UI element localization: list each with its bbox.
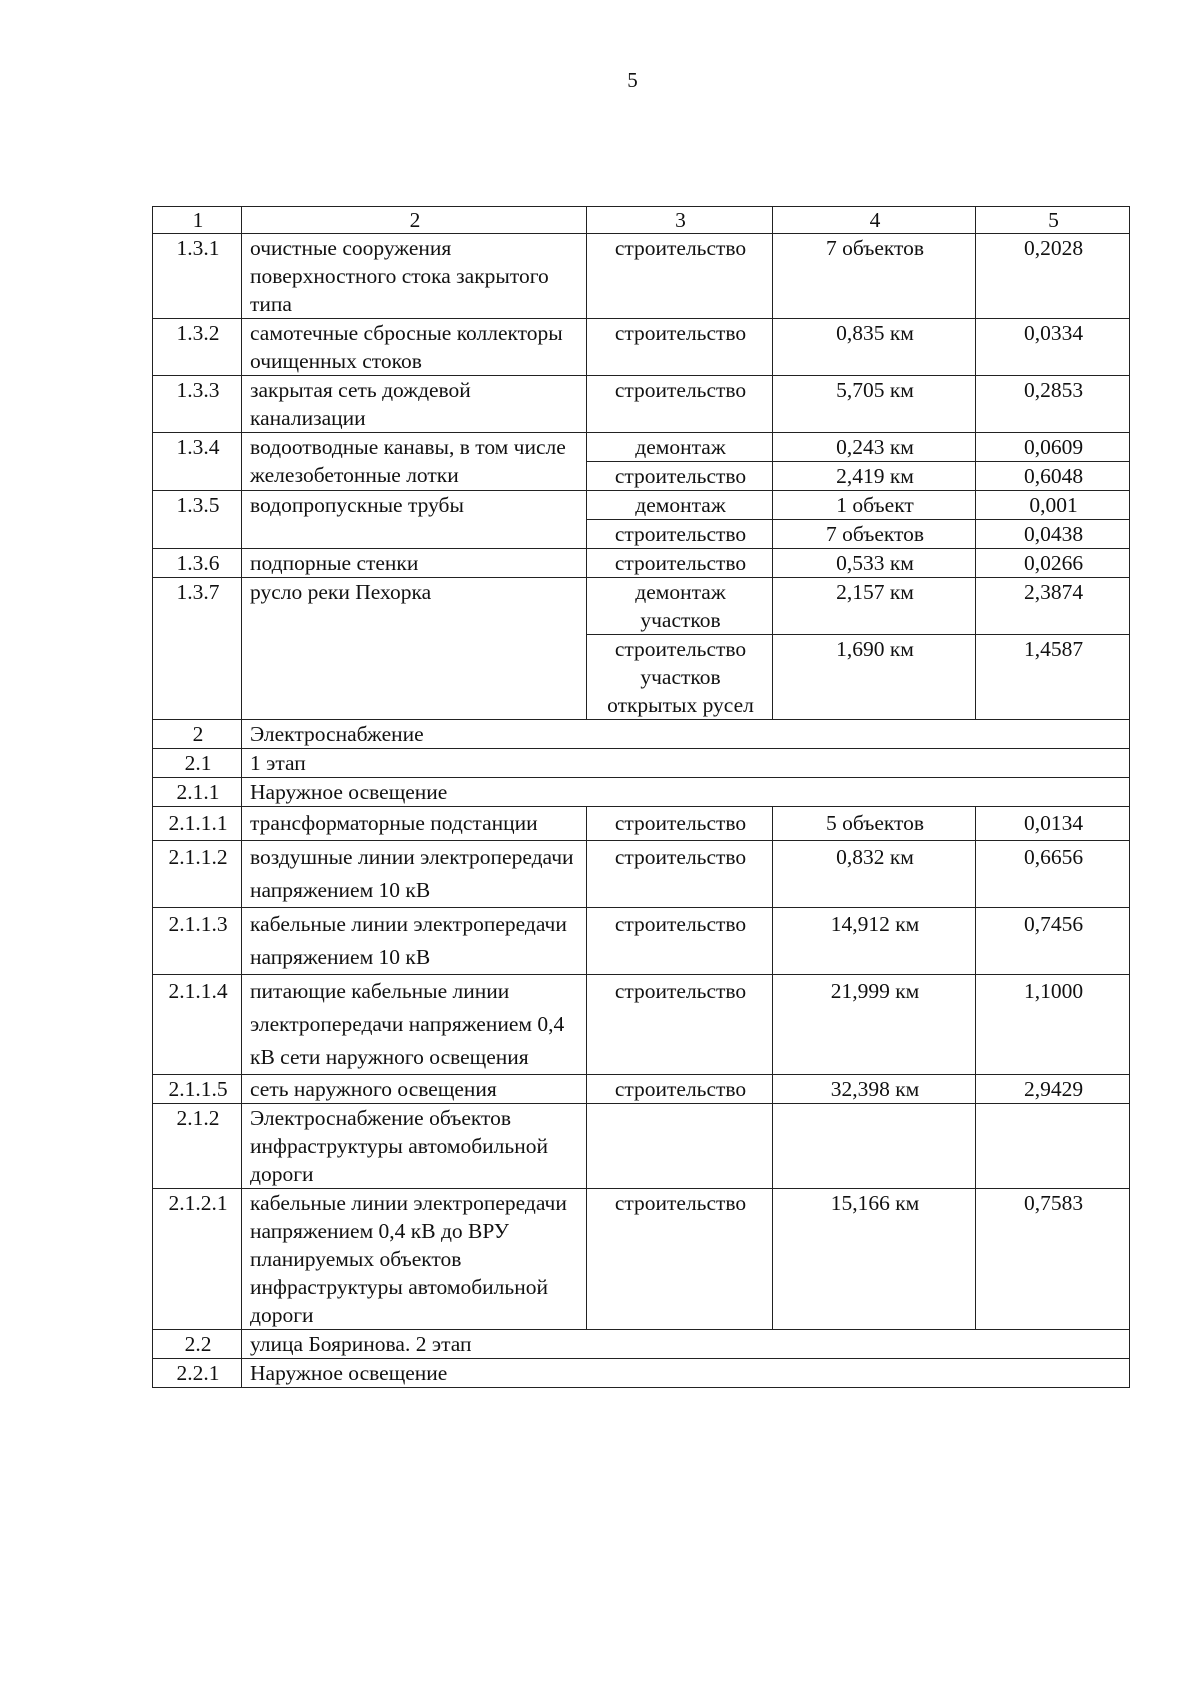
row-quantity: 2,419 км (773, 462, 976, 491)
row-number: 2.2 (153, 1330, 242, 1359)
header-cell: 1 (153, 207, 242, 234)
row-value: 2,9429 (976, 1075, 1130, 1104)
row-number: 2.1.1 (153, 778, 242, 807)
table-row (153, 1330, 1130, 1359)
row-number: 1.3.4 (153, 433, 242, 491)
row-number: 1.3.6 (153, 549, 242, 578)
row-action: демонтаж (587, 433, 773, 462)
header-cell: 4 (773, 207, 976, 234)
row-name: водопропускные трубы (242, 491, 587, 549)
row-value: 1,1000 (976, 975, 1130, 1075)
row-value: 0,6048 (976, 462, 1130, 491)
row-quantity: 1,690 км (773, 635, 976, 720)
row-action: строительство (587, 520, 773, 549)
table-row (153, 1189, 1130, 1330)
row-name: сеть наружного освещения (242, 1075, 587, 1104)
row-value: 0,0334 (976, 319, 1130, 376)
row-number: 2.1.2 (153, 1104, 242, 1189)
row-name: очистные сооружения поверхностного стока закрытого типа (242, 234, 587, 319)
row-name: самотечные сбросные коллекторы очищенных стоков (242, 319, 587, 376)
row-value: 0,6656 (976, 841, 1130, 908)
table-row (153, 491, 1130, 520)
row-number: 1.3.7 (153, 578, 242, 720)
row-action: строительство (587, 1075, 773, 1104)
row-value: 0,0266 (976, 549, 1130, 578)
header-cell: 2 (242, 207, 587, 234)
row-name: трансформаторные подстанции (242, 807, 587, 841)
row-name: питающие кабельные линии электропередачи напряжением 0,4 кВ сети наружного освещения (242, 975, 587, 1075)
table-row (153, 778, 1130, 807)
row-number: 1.3.1 (153, 234, 242, 319)
row-action (587, 1104, 773, 1189)
row-value: 1,4587 (976, 635, 1130, 720)
row-quantity: 5 объектов (773, 807, 976, 841)
row-value: 0,0438 (976, 520, 1130, 549)
table-row (153, 1104, 1130, 1189)
row-action: строительство участков открытых русел (587, 635, 773, 720)
table-row (153, 549, 1130, 578)
row-quantity: 32,398 км (773, 1075, 976, 1104)
row-number: 2.2.1 (153, 1359, 242, 1388)
row-number: 1.3.3 (153, 376, 242, 433)
row-title: Электроснабжение (242, 720, 1130, 749)
table-row (153, 807, 1130, 841)
row-quantity: 7 объектов (773, 234, 976, 319)
row-name: русло реки Пехорка (242, 578, 587, 720)
header-cell: 5 (976, 207, 1130, 234)
row-action: строительство (587, 1189, 773, 1330)
row-name: Электроснабжение объектов инфраструктуры автомобильной дороги (242, 1104, 587, 1189)
row-number: 1.3.2 (153, 319, 242, 376)
row-number: 2.1.1.5 (153, 1075, 242, 1104)
row-action: строительство (587, 807, 773, 841)
table-row (153, 1075, 1130, 1104)
row-number: 2.1.1.2 (153, 841, 242, 908)
works-table (152, 206, 1130, 1388)
row-number: 2.1.2.1 (153, 1189, 242, 1330)
row-value: 2,3874 (976, 578, 1130, 635)
row-value: 0,2028 (976, 234, 1130, 319)
row-quantity: 1 объект (773, 491, 976, 520)
row-quantity: 0,533 км (773, 549, 976, 578)
row-action: строительство (587, 841, 773, 908)
row-quantity: 0,832 км (773, 841, 976, 908)
row-quantity: 7 объектов (773, 520, 976, 549)
row-name: кабельные линии электропередачи напряжением 0,4 кВ до ВРУ планируемых объектов инфраструктуры автомобильной дороги (242, 1189, 587, 1330)
table-row (153, 376, 1130, 433)
page-number: 5 (627, 68, 638, 92)
table-row (153, 578, 1130, 635)
table-row (153, 975, 1130, 1075)
row-action: строительство (587, 234, 773, 319)
row-value: 0,001 (976, 491, 1130, 520)
row-number: 2.1.1.4 (153, 975, 242, 1075)
row-action: строительство (587, 549, 773, 578)
row-action: строительство (587, 908, 773, 975)
row-quantity: 2,157 км (773, 578, 976, 635)
row-number: 1.3.5 (153, 491, 242, 549)
header-cell: 3 (587, 207, 773, 234)
row-action: строительство (587, 462, 773, 491)
row-number: 2.1.1.1 (153, 807, 242, 841)
row-action: демонтаж участков (587, 578, 773, 635)
row-quantity: 5,705 км (773, 376, 976, 433)
row-quantity: 0,835 км (773, 319, 976, 376)
row-action: строительство (587, 975, 773, 1075)
table-header-row (153, 207, 1130, 234)
row-number: 2.1 (153, 749, 242, 778)
row-quantity (773, 1104, 976, 1189)
row-number: 2.1.1.3 (153, 908, 242, 975)
row-value: 0,0609 (976, 433, 1130, 462)
table-row (153, 433, 1130, 462)
table-row (153, 1359, 1130, 1388)
table-row (153, 234, 1130, 319)
table-row (153, 841, 1130, 908)
row-name: водоотводные канавы, в том числе железобетонные лотки (242, 433, 587, 491)
row-title: 1 этап (242, 749, 1130, 778)
row-name: кабельные линии электропередачи напряжением 10 кВ (242, 908, 587, 975)
row-name: закрытая сеть дождевой канализации (242, 376, 587, 433)
table-row (153, 908, 1130, 975)
row-quantity: 21,999 км (773, 975, 976, 1075)
row-action: строительство (587, 319, 773, 376)
row-number: 2 (153, 720, 242, 749)
row-title: улица Бояринова. 2 этап (242, 1330, 1130, 1359)
row-value: 0,2853 (976, 376, 1130, 433)
row-name: воздушные линии электропередачи напряжением 10 кВ (242, 841, 587, 908)
row-title: Наружное освещение (242, 1359, 1130, 1388)
table-row (153, 749, 1130, 778)
row-value: 0,0134 (976, 807, 1130, 841)
table-row (153, 720, 1130, 749)
row-action: строительство (587, 376, 773, 433)
row-value: 0,7456 (976, 908, 1130, 975)
row-title: Наружное освещение (242, 778, 1130, 807)
row-quantity: 14,912 км (773, 908, 976, 975)
row-value (976, 1104, 1130, 1189)
row-action: демонтаж (587, 491, 773, 520)
row-name: подпорные стенки (242, 549, 587, 578)
row-value: 0,7583 (976, 1189, 1130, 1330)
row-quantity: 0,243 км (773, 433, 976, 462)
table-row (153, 319, 1130, 376)
row-quantity: 15,166 км (773, 1189, 976, 1330)
